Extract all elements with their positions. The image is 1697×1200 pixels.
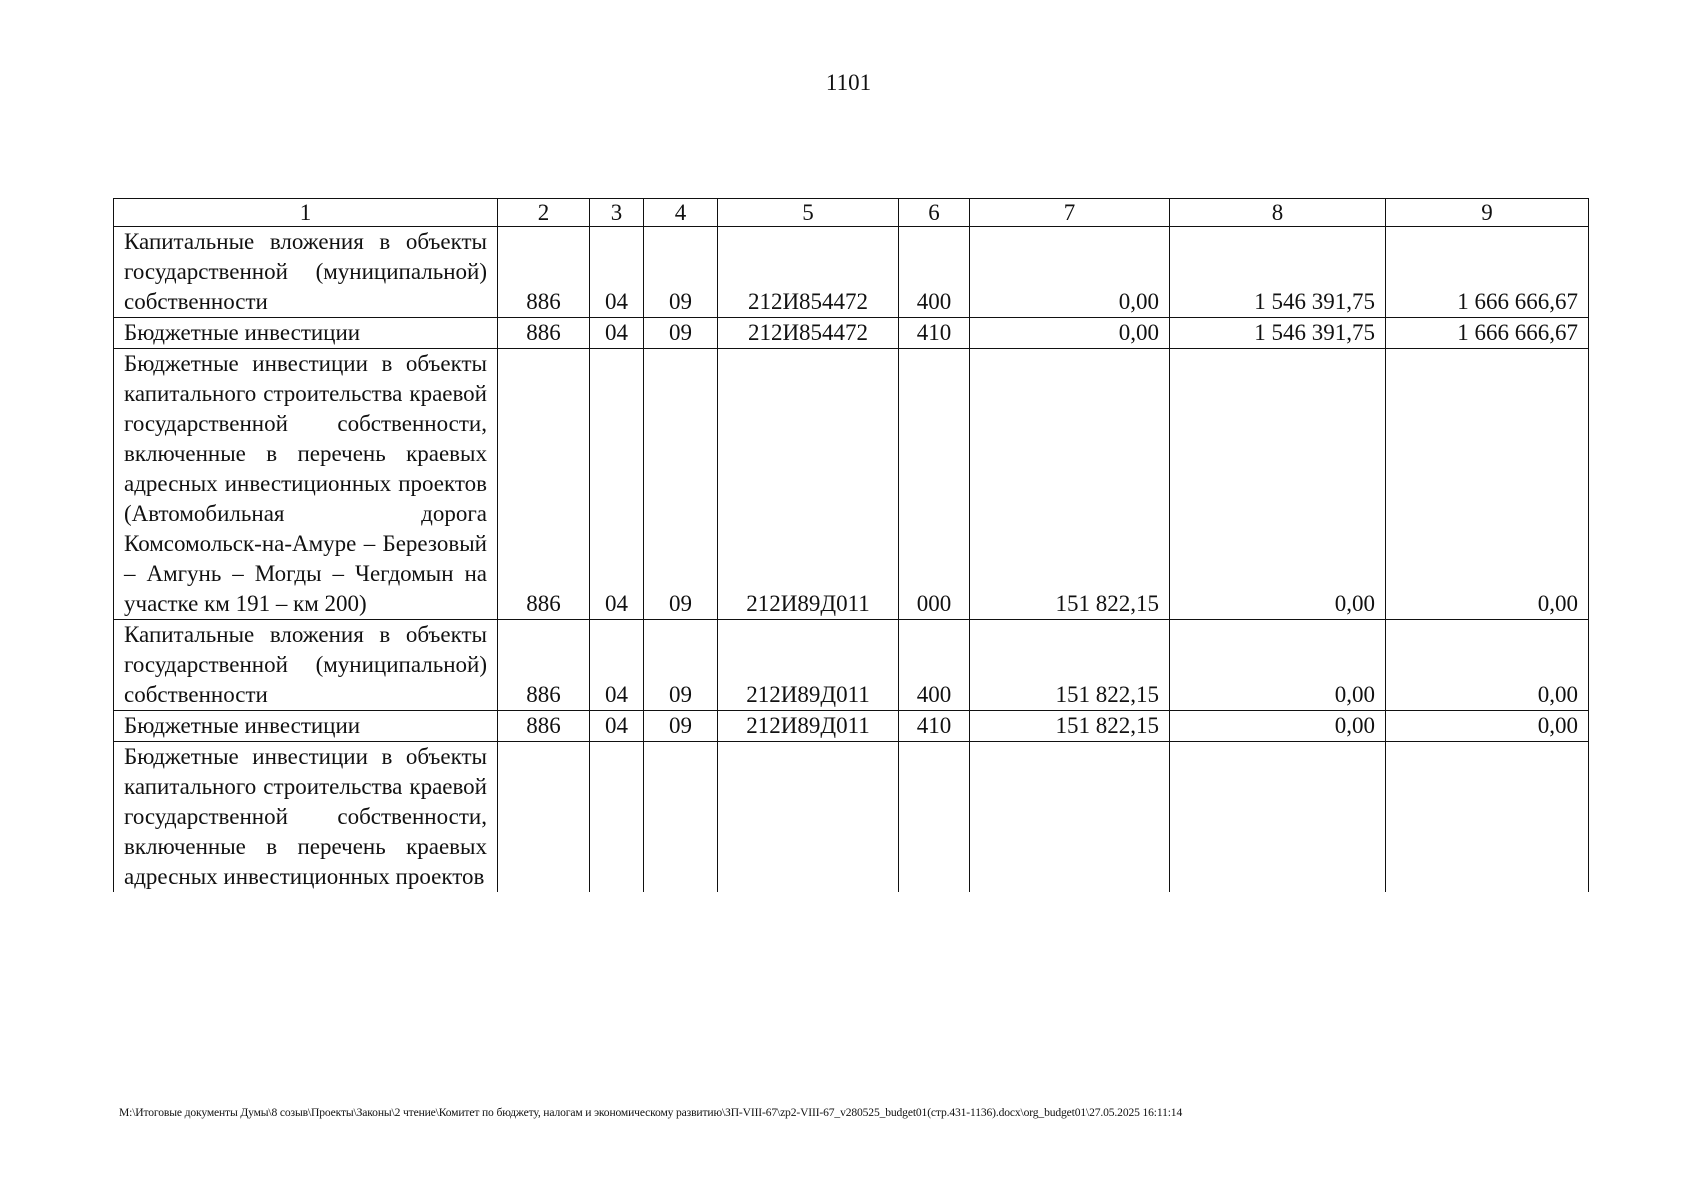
ministry-code: 886 <box>498 349 590 620</box>
ministry-code: 886 <box>498 620 590 711</box>
amount-col7 <box>970 742 1170 893</box>
expense-type-code <box>899 742 970 893</box>
item-name: Бюджетные инвестиции <box>114 711 498 742</box>
section-code <box>590 742 644 893</box>
ministry-code: 886 <box>498 711 590 742</box>
section-code: 04 <box>590 318 644 349</box>
amount-col9: 0,00 <box>1386 349 1589 620</box>
amount-col8: 1 546 391,75 <box>1170 227 1386 318</box>
section-code: 04 <box>590 620 644 711</box>
amount-col8 <box>1170 742 1386 893</box>
table-row <box>114 318 1589 349</box>
amount-col9: 1 666 666,67 <box>1386 318 1589 349</box>
amount-col8: 0,00 <box>1170 349 1386 620</box>
amount-col7: 0,00 <box>970 227 1170 318</box>
subsection-code: 09 <box>644 620 718 711</box>
header-cell: 6 <box>899 199 970 227</box>
target-article-code: 212И89Д011 <box>718 711 899 742</box>
table-header-row <box>114 199 1589 227</box>
amount-col9: 0,00 <box>1386 711 1589 742</box>
table-row <box>114 349 1589 620</box>
item-name: Бюджетные инвестиции <box>114 318 498 349</box>
target-article-code: 212И89Д011 <box>718 349 899 620</box>
expense-type-code: 400 <box>899 620 970 711</box>
amount-col9 <box>1386 742 1589 893</box>
subsection-code <box>644 742 718 893</box>
expense-type-code: 000 <box>899 349 970 620</box>
footer-file-path: M:\Итоговые документы Думы\8 созыв\Проекты\Законы\2 чтение\Комитет по бюджету, налогам и экономическому развитию\ЗП-VIII-67\zp2-VIII-67_v280525_budget01(стр.431-1136).docx\org_budget01\27.05.2025 16:11:14 <box>119 1106 1183 1119</box>
subsection-code: 09 <box>644 349 718 620</box>
amount-col8: 1 546 391,75 <box>1170 318 1386 349</box>
header-cell: 8 <box>1170 199 1386 227</box>
target-article-code <box>718 742 899 893</box>
target-article-code: 212И854472 <box>718 318 899 349</box>
table-row <box>114 711 1589 742</box>
header-cell: 1 <box>114 199 498 227</box>
amount-col7: 151 822,15 <box>970 620 1170 711</box>
amount-col9: 1 666 666,67 <box>1386 227 1589 318</box>
amount-col7: 151 822,15 <box>970 711 1170 742</box>
subsection-code: 09 <box>644 711 718 742</box>
subsection-code: 09 <box>644 227 718 318</box>
section-code: 04 <box>590 349 644 620</box>
section-code: 04 <box>590 227 644 318</box>
header-cell: 9 <box>1386 199 1589 227</box>
header-cell: 4 <box>644 199 718 227</box>
header-cell: 5 <box>718 199 899 227</box>
table-row <box>114 227 1589 318</box>
ministry-code: 886 <box>498 318 590 349</box>
table-row <box>114 620 1589 711</box>
target-article-code: 212И854472 <box>718 227 899 318</box>
target-article-code: 212И89Д011 <box>718 620 899 711</box>
item-name: Капитальные вложения в объекты государственной (муниципальной) собственности <box>114 227 498 318</box>
subsection-code: 09 <box>644 318 718 349</box>
page-number: 1101 <box>825 70 872 95</box>
expense-type-code: 400 <box>899 227 970 318</box>
expense-type-code: 410 <box>899 318 970 349</box>
header-cell: 2 <box>498 199 590 227</box>
item-name: Капитальные вложения в объекты государственной (муниципальной) собственности <box>114 620 498 711</box>
item-name: Бюджетные инвестиции в объекты капитального строительства краевой государственной собственности, включенные в перечень краевых адресных инвестиционных проектов <box>114 742 498 893</box>
amount-col7: 0,00 <box>970 318 1170 349</box>
amount-col8: 0,00 <box>1170 620 1386 711</box>
ministry-code <box>498 742 590 893</box>
amount-col8: 0,00 <box>1170 711 1386 742</box>
header-cell: 3 <box>590 199 644 227</box>
ministry-code: 886 <box>498 227 590 318</box>
header-cell: 7 <box>970 199 1170 227</box>
budget-table <box>113 198 1589 892</box>
amount-col7: 151 822,15 <box>970 349 1170 620</box>
amount-col9: 0,00 <box>1386 620 1589 711</box>
section-code: 04 <box>590 711 644 742</box>
table-row <box>114 742 1589 893</box>
item-name: Бюджетные инвестиции в объекты капитального строительства краевой государственной собственности, включенные в перечень краевых адресных инвестиционных проектов (Автомобильная дорога Комсомольск-на-Амуре – Березовый – Амгунь – Могды – Чегдомын на участке км 191 – км 200) <box>114 349 498 620</box>
expense-type-code: 410 <box>899 711 970 742</box>
